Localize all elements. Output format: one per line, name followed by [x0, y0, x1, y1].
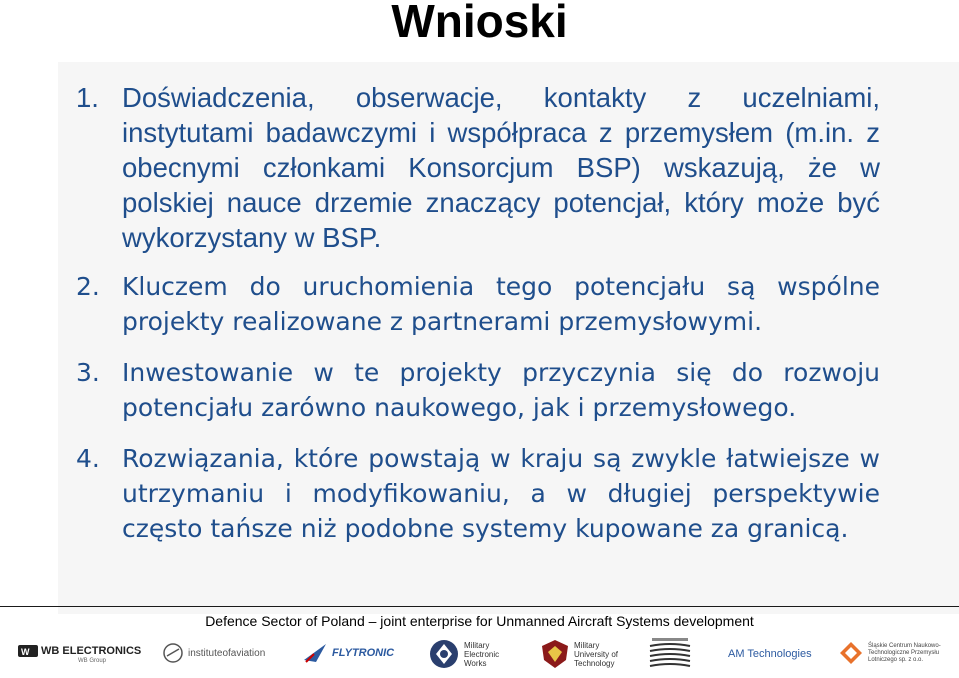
logo-slaskie-centrum — [838, 640, 946, 666]
logo-institute-of-aviation — [162, 642, 265, 664]
item-text: Kluczem do uruchomienia tego potencjału są wspólne projekty realizowane z partnerami przemysłowymi. — [122, 272, 880, 336]
slide-title: Wnioski — [391, 0, 568, 47]
list-item — [70, 80, 880, 255]
item-text: Inwestowanie w te projekty przyczynia się do rozwoju potencjału zarówno naukowego, jak i przemysłowego. — [122, 358, 880, 422]
logo-label: WB ELECTRONICS — [41, 645, 142, 657]
aviation-emblem-icon — [162, 642, 184, 664]
footer-divider — [0, 606, 959, 607]
logo-label: FLYTRONIC — [332, 647, 395, 659]
list-item — [70, 269, 880, 339]
logo-label: Śląskie Centrum Naukowo-Technologiczne Przemysłu Lotniczego sp. z o.o. — [868, 642, 941, 663]
logo-stripes-emblem — [648, 638, 692, 670]
logo-sublabel: WB Group — [78, 658, 107, 664]
logo-am-technologies — [728, 648, 812, 660]
logo-wb-electronics — [18, 644, 141, 664]
slaskie-emblem-icon — [838, 640, 864, 666]
item-text: Rozwiązania, które powstają w kraju są zwykle łatwiejsze w utrzymaniu i modyfikowaniu, a w długiej perspektywie często tańsze niż podobne systemy kupowane za granicą. — [122, 444, 880, 543]
conclusions-list — [70, 80, 880, 562]
logo-label: Military Electronic Works — [464, 640, 500, 668]
item-number: 3. — [76, 358, 100, 387]
logo-military-university — [540, 638, 632, 670]
flytronic-wing-icon — [302, 640, 328, 666]
logo-flytronic — [302, 640, 394, 666]
logo-label: instituteofaviation — [188, 647, 266, 659]
item-number: 4. — [76, 444, 100, 473]
stripes-emblem-icon — [648, 638, 692, 670]
footer-caption: Defence Sector of Poland – joint enterprise for Unmanned Aircraft Systems development — [205, 613, 754, 629]
wat-crest-icon — [540, 638, 570, 670]
svg-text:W: W — [21, 647, 30, 657]
wb-emblem-icon — [18, 644, 38, 658]
logo-military-electronic-works — [428, 638, 512, 670]
item-number: 1. — [76, 82, 99, 113]
logo-label: Military University of Technology — [574, 640, 619, 668]
partner-logos — [0, 634, 959, 678]
item-number: 2. — [76, 272, 100, 301]
list-item — [70, 355, 880, 425]
list-item — [70, 441, 880, 546]
item-text: Doświadczenia, obserwacje, kontakty z uczelniami, instytutami badawczymi i współpraca z przemysłem (m.in. z obecnymi członkami Konsorcjum BSP) wskazują, że w polskiej nauce drzemie znaczący potencjał, który może być wykorzystany w BSP. — [122, 82, 880, 253]
mew-emblem-icon — [428, 638, 460, 670]
logo-label: AM Technologies — [728, 648, 812, 660]
